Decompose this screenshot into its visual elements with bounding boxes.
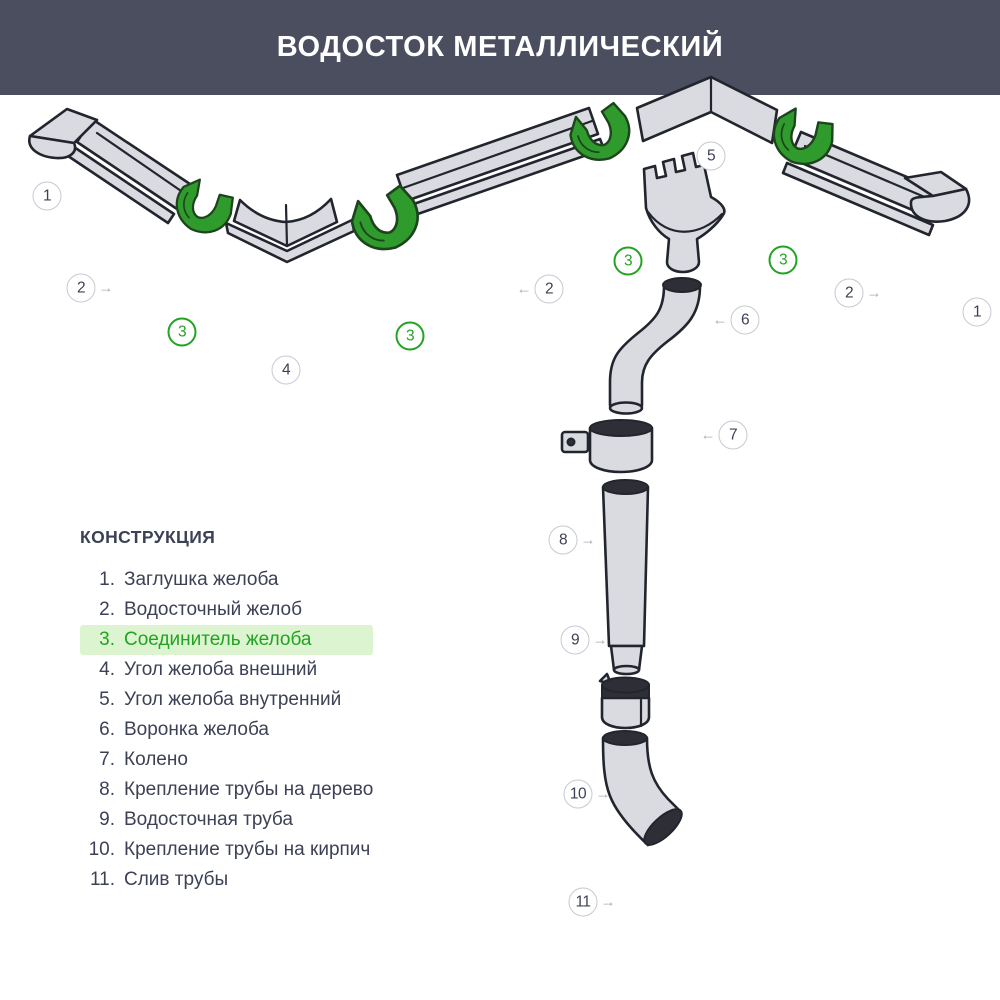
drain-outlet (603, 731, 687, 850)
callout-7: 7 (719, 421, 748, 450)
legend-title: КОНСТРУКЦИЯ (80, 527, 216, 547)
inner-corner (637, 77, 777, 143)
legend-item-7 (80, 745, 373, 775)
callout-2: 2 (67, 274, 96, 303)
legend-item-label: Водосточный желоб (124, 599, 302, 620)
brick-mount-bracket (600, 674, 649, 728)
legend-item-label: Угол желоба внешний (124, 659, 318, 680)
callout-8: 8 (549, 526, 578, 555)
legend-item-number: 11. (89, 869, 115, 890)
legend-item-number: 4. (99, 659, 115, 680)
legend-item-number: 9. (99, 809, 115, 830)
legend-item-label: Соединитель желоба (124, 629, 312, 650)
legend-item-number: 7. (99, 749, 115, 770)
callout-arrow-right-icon: → (592, 631, 608, 649)
legend-item-8 (80, 775, 373, 805)
legend-item-label: Водосточная труба (124, 809, 293, 830)
outer-corner (226, 199, 354, 262)
callout-5: 5 (697, 142, 726, 171)
tree-mount-bracket (562, 420, 652, 472)
funnel (644, 153, 724, 272)
callout-1: 1 (33, 182, 62, 211)
legend-item-11 (80, 865, 373, 895)
legend-item-10 (80, 835, 373, 865)
legend-item-4 (80, 655, 373, 685)
legend-item-number: 10. (88, 839, 115, 860)
legend-item-number: 5. (99, 689, 115, 710)
page-title: ВОДОСТОК МЕТАЛЛИЧЕСКИЙ (276, 31, 724, 63)
callout-6: 6 (731, 306, 760, 335)
legend-item-label: Колено (124, 749, 188, 770)
callout-2: 2 (535, 275, 564, 304)
downpipe (603, 480, 648, 674)
legend-item-9 (80, 805, 373, 835)
callout-arrow-right-icon: → (98, 279, 114, 297)
callout-arrow-left-icon: ← (712, 311, 728, 329)
legend-item-5 (80, 685, 373, 715)
legend-item-label: Заглушка желоба (124, 569, 279, 590)
legend-item-1 (80, 565, 373, 595)
callout-arrow-left-icon: ← (516, 280, 532, 298)
callout-3: 3 (168, 318, 197, 347)
callout-arrow-left-icon: ← (700, 426, 716, 444)
legend-item-6 (80, 715, 373, 745)
legend-item-label: Крепление трубы на кирпич (124, 839, 371, 860)
callout-4: 4 (272, 356, 301, 385)
legend-item-number: 2. (99, 599, 115, 620)
callout-arrow-right-icon: → (866, 284, 882, 302)
legend-item-number: 8. (99, 779, 115, 800)
callout-9: 9 (561, 626, 590, 655)
callout-1: 1 (963, 298, 992, 327)
legend-item-label: Воронка желоба (124, 719, 269, 740)
legend-item-2 (80, 595, 373, 625)
callout-10: 10 (564, 780, 593, 809)
callout-arrow-right-icon: → (600, 893, 616, 911)
callout-3: 3 (614, 247, 643, 276)
callout-arrow-right-icon: → (595, 785, 611, 803)
legend-item-number: 6. (99, 719, 115, 740)
legend-item-label: Угол желоба внутренний (124, 689, 342, 710)
callout-11: 11 (569, 888, 598, 917)
legend-list (80, 565, 373, 895)
legend-item-number: 1. (99, 569, 115, 590)
legend-item-label: Крепление трубы на дерево (124, 779, 374, 800)
callout-2: 2 (835, 279, 864, 308)
gutter-section-left (68, 119, 193, 223)
end-cap-right (905, 172, 969, 222)
callout-3: 3 (769, 246, 798, 275)
legend-item-3 (80, 625, 373, 655)
elbow-pipe (610, 278, 701, 414)
legend (80, 527, 373, 895)
legend-item-label: Слив трубы (124, 869, 229, 890)
legend-item-number: 3. (99, 629, 115, 650)
callout-arrow-right-icon: → (580, 531, 596, 549)
callout-3: 3 (396, 322, 425, 351)
